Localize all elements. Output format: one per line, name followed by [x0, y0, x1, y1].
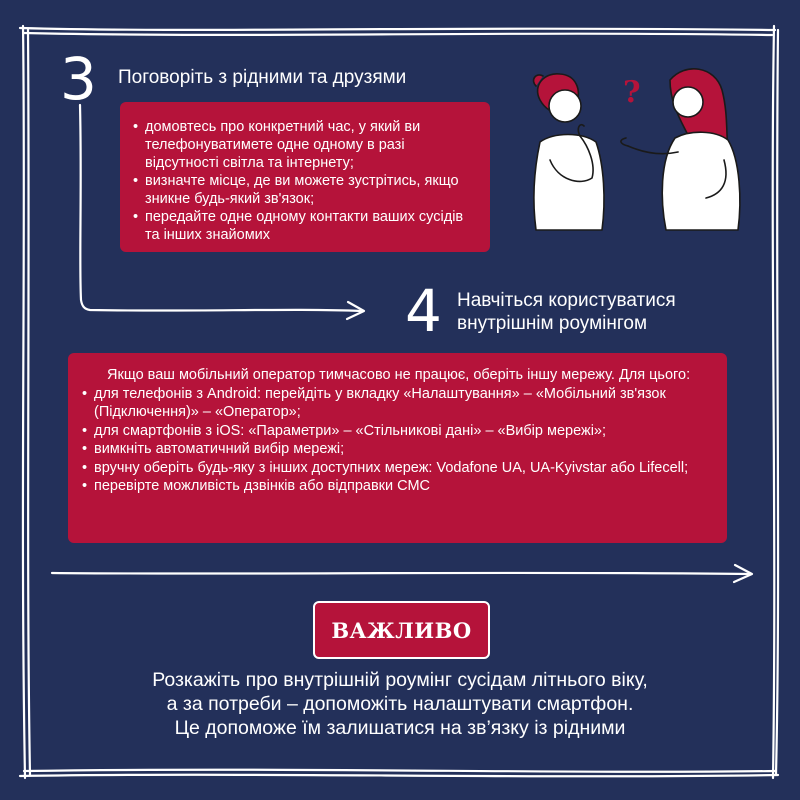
step3-item: • визначте місце, де ви можете зустрітись, якщо зникне будь-який зв'язок;	[133, 172, 480, 208]
step4-intro: Якщо ваш мобільний оператор тимчасово не працює, оберіть іншу мережу. Для цього:	[107, 367, 691, 383]
left-woman-body	[534, 135, 604, 231]
right-woman-head	[673, 87, 703, 117]
step4-item: • перевірте можливість дзвінків або відправки СМС	[82, 477, 715, 496]
step4-title-line2: внутрішнім роумінгом	[457, 313, 647, 334]
step3-card	[120, 102, 490, 252]
step4-item: • для смартфонів з iOS: «Параметри» – «Стільникові дані» – «Вибір мережі»;	[82, 422, 715, 441]
step3-number: 3	[60, 45, 97, 113]
frame-left-line-2	[28, 30, 30, 775]
frame-top-line-2	[24, 33, 772, 35]
step4-title-line1: Навчіться користуватися	[457, 290, 676, 311]
left-woman-hand	[578, 125, 584, 136]
step4-number: 4	[405, 277, 442, 345]
step4-list	[82, 385, 715, 496]
important-line1: Розкажіть про внутрішній роумінг сусідам літнього віку,	[152, 669, 648, 691]
question-mark: ?	[623, 75, 641, 110]
step3-title: Поговоріть з рідними та друзями	[118, 67, 407, 88]
step4-card	[68, 353, 727, 543]
frame-bottom-line-2	[24, 770, 775, 772]
important-text	[40, 668, 760, 740]
important-badge: ВАЖЛИВО	[313, 601, 490, 659]
step4-item: • вимкніть автоматичний вибір мережі;	[82, 440, 715, 459]
frame-right-line	[773, 26, 775, 778]
frame-top-line	[20, 28, 775, 30]
step3-item: • домовтесь про конкретний час, у який ви телефонуватимете одне одному в разі відсутності світла та інтернету;	[133, 118, 480, 172]
important-line3: Це допоможе їм залишатися на зв’язку із рідними	[174, 717, 626, 739]
separator-arrowhead	[734, 565, 752, 582]
left-woman-head	[549, 90, 581, 122]
step4-title	[457, 289, 676, 335]
frame-right-line-2	[776, 30, 778, 774]
two-women-talking-illustration	[510, 60, 750, 240]
step4-item: • для телефонів з Android: перейдіть у вкладку «Налаштування» – «Мобільний зв'язок (Підключення)» – «Оператор»;	[82, 385, 715, 422]
separator-arrow-line	[52, 573, 750, 574]
step3-item: • передайте одне одному контакти ваших сусідів та інших знайомих	[133, 208, 480, 244]
step3-connector-arrowhead	[347, 302, 364, 319]
frame-bottom-line	[20, 775, 778, 777]
step3-list	[133, 118, 480, 244]
step4-item: • вручну оберіть будь-яку з інших доступних мереж: Vodafone UA, UA-Kyivstar або Lifecell;	[82, 459, 715, 478]
frame-left-line	[23, 26, 25, 778]
important-line2: а за потреби – допоможіть налаштувати смартфон.	[166, 693, 634, 715]
right-woman-body	[662, 132, 740, 230]
right-woman-hand	[621, 138, 628, 146]
